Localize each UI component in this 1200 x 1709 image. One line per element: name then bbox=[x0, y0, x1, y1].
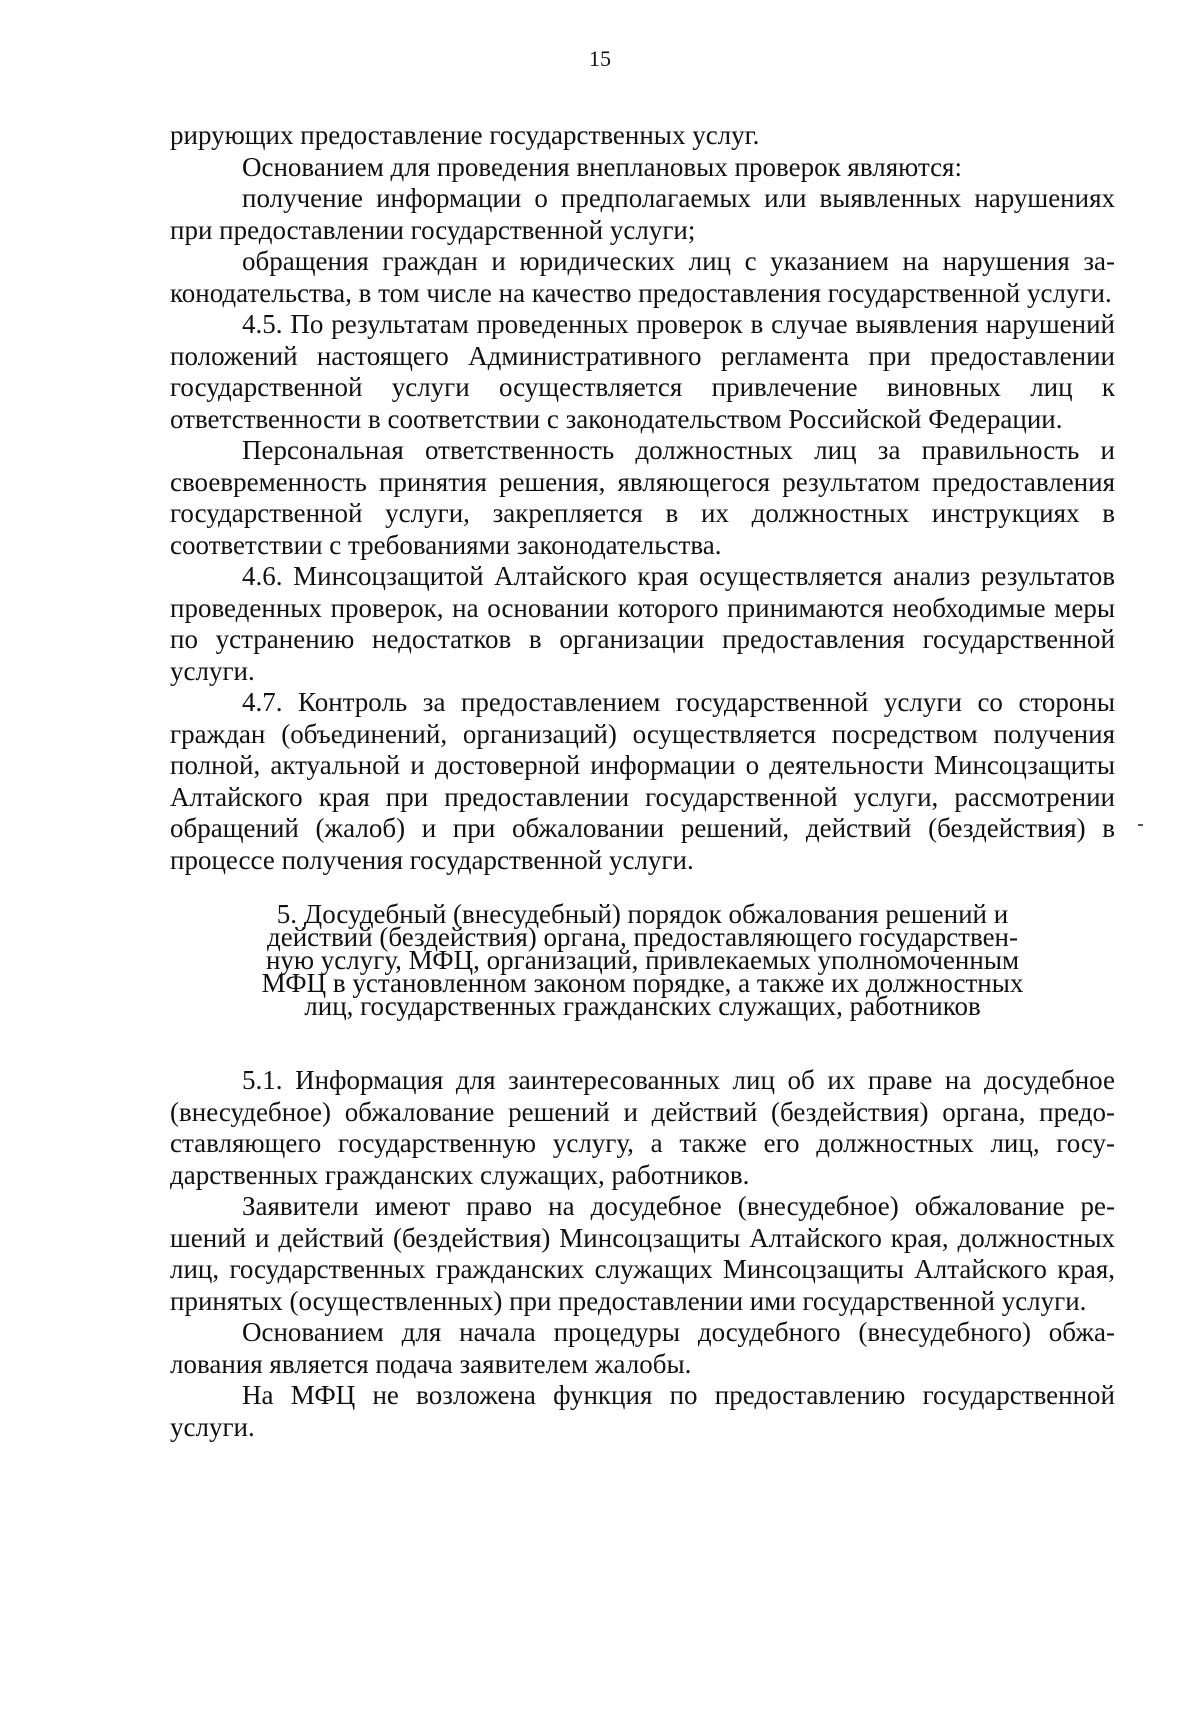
paragraph-mfc-function: На МФЦ не возложена функция по предоставлению государственной услуги. bbox=[170, 1380, 1115, 1442]
section-5-heading bbox=[233, 899, 1053, 1021]
document-body bbox=[170, 120, 1115, 1443]
scan-artifact-mark bbox=[1138, 824, 1143, 826]
page-number: 15 bbox=[589, 46, 611, 71]
paragraph-procedure-grounds: Основанием для начала процедуры досудебного (внесудебного) обжалования является подача заявителем жалобы. bbox=[170, 1317, 1115, 1379]
section-heading-line: действий (бездействия) органа, предоставляющего государствен- bbox=[266, 922, 1018, 952]
paragraph-4-6: 4.6. Минсоцзащитой Алтайского края осуществляется анализ результатов проведенных проверок, на основании которого принимаются необходимые меры по устранению недостатков в организации предоставления государственной услуги. bbox=[170, 561, 1115, 686]
section-heading-line: МФЦ в установленном законом порядке, а также их должностных bbox=[261, 968, 1024, 998]
paragraph-4-7: 4.7. Контроль за предоставлением государственной услуги со стороны граждан (объединений, организаций) осуществляется посредством получения полной, актуальной и достоверной информации о деятельности Минсоцзащиты Алтайского края при предоставлении государственной услуги, рассмотрении обращений (жалоб) и при обжаловании решений, действий (бездействия) в процессе получения государственной услуги. bbox=[170, 687, 1115, 875]
paragraph-grounds-unscheduled-inspections: Основанием для проведения внеплановых проверок являются: bbox=[242, 151, 962, 182]
paragraph-continuation: рирующих предоставление государственных услуг. bbox=[170, 120, 760, 150]
section-heading-line: 5. Досудебный (внесудебный) порядок обжалования решений и bbox=[276, 899, 1009, 929]
section-heading-line: ную услугу, МФЦ, организаций, привлекаемых уполномоченным bbox=[265, 945, 1020, 975]
paragraph-applicant-rights: Заявители имеют право на досудебное (внесудебное) обжалование решений и действий (бездействия) Минсоцзащиты Алтайского края, должностных лиц, государственных гражданских служащих Минсоцзащиты Алтайского края, принятых (осуществленных) при предоставлении ими государственной услуги. bbox=[170, 1191, 1115, 1316]
section-heading-line: лиц, государственных гражданских служащих, работников bbox=[304, 991, 981, 1021]
paragraph-personal-responsibility: Персональная ответственность должностных лиц за правильность и своевременность принятия решения, являющегося результатом предоставления государственной услуги, закрепляется в их должностных инструкциях в соответствии с требованиями законодательства. bbox=[170, 435, 1115, 560]
paragraph-ground-citizen-appeals: обращения граждан и юридических лиц с указанием на нарушения законодательства, в том числе на качество предоставления государственной услуги. bbox=[170, 246, 1115, 308]
paragraph-5-1: 5.1. Информация для заинтересованных лиц об их праве на досудебное (внесудебное) обжалование решений и действий (бездействия) органа, предоставляющего государственную услугу, а также его должностных лиц, государственных гражданских служащих, работников. bbox=[170, 1065, 1115, 1190]
paragraph-4-5: 4.5. По результатам проведенных проверок в случае выявления нарушений положений настоящего Административного регламента при предоставлении государственной услуги осуществляется привлечение виновных лиц к ответственности в соответствии с законодательством Российской Федерации. bbox=[170, 309, 1115, 434]
paragraph-ground-violation-info: получение информации о предполагаемых или выявленных нарушениях при предоставлении государственной услуги; bbox=[170, 183, 1115, 245]
